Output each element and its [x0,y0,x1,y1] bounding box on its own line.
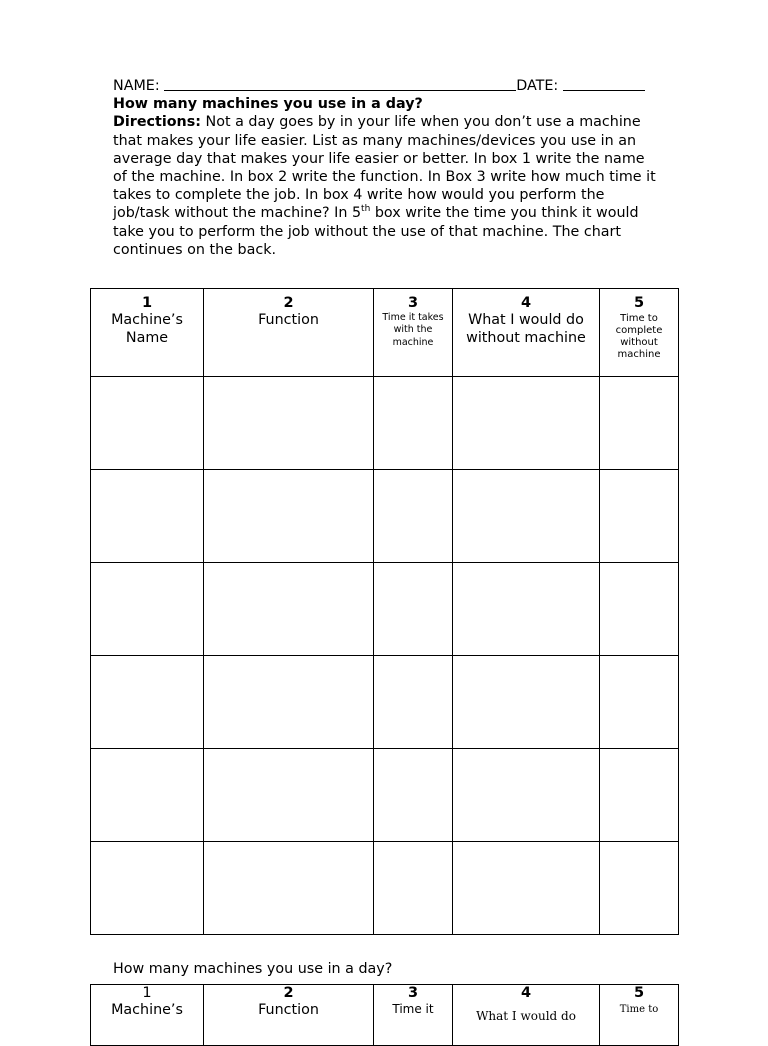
table-cell[interactable] [600,656,679,749]
directions-paragraph [113,113,658,259]
col-number: 1 [142,985,152,1001]
col-header-1 [91,985,204,1046]
table-cell[interactable] [374,470,453,563]
table-cell[interactable] [374,563,453,656]
table-cell[interactable] [453,377,600,470]
worksheet-header [113,76,658,259]
col-number: 1 [141,295,153,311]
directions-text-2: box write the time you think it would take you to perform the job without the use of that machine. The chart continues on the back. [113,205,639,258]
col-label: Function [258,312,319,328]
table-cell[interactable] [453,563,600,656]
table-cell[interactable] [453,749,600,842]
table-cell[interactable] [374,842,453,935]
col-label: What I would do without machine [466,312,586,346]
col-label: Time it takes with the machine [382,312,444,348]
date-blank[interactable] [563,76,645,91]
directions-superscript: th [361,203,371,214]
col-label: Time it [392,1002,434,1016]
table-cell[interactable] [204,656,374,749]
table-cell[interactable] [91,563,204,656]
col-number: 3 [407,985,419,1001]
col-header-2 [204,985,374,1046]
table-cell[interactable] [91,842,204,935]
table-cell[interactable] [374,377,453,470]
table-cell[interactable] [453,842,600,935]
col-header-4 [453,985,600,1046]
table-cell[interactable] [204,563,374,656]
table-header-row [91,985,679,1046]
directions-label: Directions: [113,114,201,131]
table-row [91,377,679,470]
table-cell[interactable] [204,842,374,935]
table-cell[interactable] [91,377,204,470]
table-cell[interactable] [453,656,600,749]
table-row [91,749,679,842]
col-header-4 [453,289,600,377]
machines-table [90,288,679,935]
date-label: DATE: [516,78,559,94]
col-header-5 [600,985,679,1046]
col-label: Machine’s [111,1002,183,1018]
col-label: What I would do [476,1009,576,1023]
col-label: Time to complete without machine [615,313,663,360]
directions-text-1: Not a day goes by in your life when you don’t use a machine that makes your life easier. List as many machines/devices you use in an average day that makes your life easier or better. In box 1 write the name of the machine. In box 2 write the function. In Box 3 write how much time it takes to complete the job. In box 4 write how would you perform the job/task without the machine? In 5 [113,114,656,222]
name-blank[interactable] [164,76,516,91]
worksheet-title: How many machines you use in a day? [113,96,423,113]
table-cell[interactable] [204,470,374,563]
second-section-title: How many machines you use in a day? [113,961,393,977]
col-header-3 [374,289,453,377]
col-number: 4 [520,295,532,311]
table-row [91,842,679,935]
table-row [91,563,679,656]
col-header-3 [374,985,453,1046]
table-cell[interactable] [453,470,600,563]
table-cell[interactable] [91,749,204,842]
table-cell[interactable] [91,656,204,749]
table-cell[interactable] [600,377,679,470]
machines-table-continued [90,984,679,1046]
col-number: 5 [633,985,645,1001]
table-row [91,656,679,749]
table-cell[interactable] [600,563,679,656]
table-header-row [91,289,679,377]
col-number: 2 [283,295,294,311]
col-number: 3 [407,295,419,311]
table-cell[interactable] [204,377,374,470]
col-label: Time to [619,1004,659,1015]
table-cell[interactable] [374,749,453,842]
table-cell[interactable] [204,749,374,842]
table-cell[interactable] [374,656,453,749]
col-header-2 [204,289,374,377]
col-number: 4 [520,985,532,1001]
col-header-1 [91,289,204,377]
name-label: NAME: [113,78,160,94]
col-header-5 [600,289,679,377]
table-cell[interactable] [600,749,679,842]
col-number: 5 [633,295,645,311]
col-label: Machine’s Name [111,312,183,346]
col-label: Function [258,1002,319,1018]
col-number: 2 [283,985,294,1001]
table-cell[interactable] [600,470,679,563]
name-date-line [113,76,658,95]
table-cell[interactable] [91,470,204,563]
table-row [91,470,679,563]
table-cell[interactable] [600,842,679,935]
